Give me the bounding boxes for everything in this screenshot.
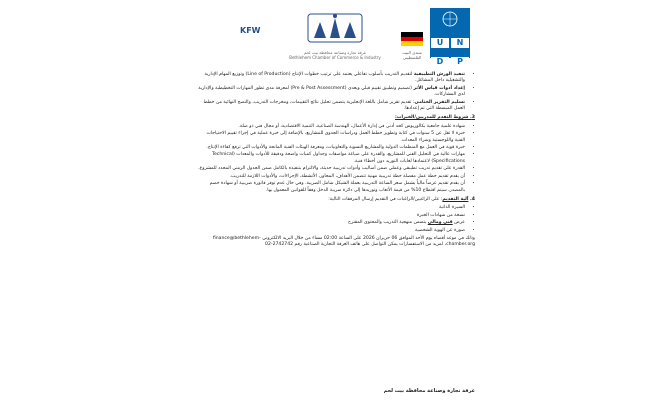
undp-letter: D bbox=[431, 57, 449, 67]
item-bold: فني ومالي bbox=[427, 220, 453, 226]
list-item: • أن يقدم تقديم خطة عمل مفصلة خطة تدريبية مهنية تتضمن الأهداف، المحاور، الأنشطة، الإجراءات، والأدوات اللازمة للتدريب. bbox=[195, 174, 465, 180]
closing-paragraph: وذلك في موعد أقصاه يوم الأحد الموافق 06 حزيران 2026 على الساعة 02:00 مساء من خلال البريد الالكتروني finance@bethlehem-chamber.org، لمزيد من الاستفسارات يمكن التواصل على هاتف الغرفة التجارية الصناعية رقم 2742742-02 bbox=[212, 235, 475, 248]
list-item bbox=[195, 220, 465, 226]
item-text: لتقديم التدريب بأسلوب تفاعلي يعتمد على ترتيب خطوات الإنتاج (Line of Production) وتوزيع المهام الإدارية والتشغيلية داخل المشاغل. bbox=[204, 72, 465, 84]
section-4-number: 4. bbox=[470, 196, 475, 202]
list-item bbox=[195, 100, 465, 113]
list-item: • صورة عن الهوية الشخصية bbox=[195, 228, 465, 234]
item-text: (تصميم وتطبيق تقييم قبلي وبعدي (Pre & Post Assessment) لمعرفة مدى تطور المهارات التخطيطية والإدارية لدى المشاركات. bbox=[198, 85, 465, 98]
item-prefix: عرض bbox=[452, 220, 465, 226]
kfw-logo: KFW bbox=[240, 26, 261, 35]
list-item: • خبرة قوية في العمل مع المنظمات الدولية والمشاريع النسوية والتعاونيات، ومعرفة الهيئات الفنية المانحة والأدوات التي ترفع كفاءة الإنتاج. bbox=[195, 145, 465, 151]
footer-signature: غرفة تجارة وصناعة محافظة بيت لحم bbox=[383, 388, 475, 394]
item-bold: تنفيذ الورش التطبيقية bbox=[413, 72, 465, 77]
list-item: • أن يقدم تقديم عرضاً مالياً يشمل سعر الساعة التدريبية بعملة الشيكل شامل الضريبة. وفي حال عدم توفر فاتورة ضريبية أو شهادة خصم بالمصدر، سيتم اقتطاع 10% من قيمة الأتعاب وتوريدها إلى دائرة ضريبة الدخل وفقاً للقوانين المعمول بها. bbox=[195, 181, 465, 194]
list-item: • خبرة لا تقل عن 5 سنوات في كتابة وتطوير خطط العمل ودراسات الجدوى للمشاريع، بالإضافة إلى خبرة عملية في إجراء تقييم الاحتياجات الفنية واللوجستية وشراء المعدات. bbox=[195, 131, 465, 144]
undp-letters bbox=[430, 30, 470, 68]
item-bold: تسليم التقرير الختامي bbox=[414, 99, 465, 105]
letterhead bbox=[0, 0, 670, 70]
section-3-title: 3. شروط التقدم للمدربين/الخبرات: bbox=[394, 115, 475, 121]
item-bold: إعداد أدوات قياس الأثر bbox=[413, 85, 465, 91]
list-item: • نسخة من شهادات الخبرة bbox=[195, 213, 465, 219]
document-body bbox=[195, 72, 475, 251]
list-item: • مهارات عالية في التحليل الفني للمشاريع، والقدرة على صياغة مواصفات وجداول كميات واضحة ودقيقة للأدوات والمعدات (Technical Specifications) لاعتمادها لغايات التوريد دون أخطاء فنية. bbox=[195, 152, 465, 165]
partner-logo-text: منتدى البيت الفلسطيني bbox=[402, 50, 422, 60]
tasks-list bbox=[195, 72, 475, 112]
undp-letter: U bbox=[431, 38, 449, 48]
chamber-name bbox=[280, 50, 390, 60]
requirements-list bbox=[195, 124, 475, 194]
un-globe-icon bbox=[438, 10, 462, 28]
list-item: • شهادة علمية جامعية بكالوريوس كحد أدنى في إدارة الأعمال، الهندسة الصناعية، التنمية الاقتصادية، أو مجال فني ذو صلة. bbox=[195, 124, 465, 130]
chamber-name-en: Bethlehem Chamber of Commerce & Industry bbox=[289, 55, 381, 60]
attachments-list bbox=[195, 205, 475, 234]
chamber-emblem-icon bbox=[300, 8, 370, 48]
item-text: يتضمن منهجية التدريب والمحتوى المقترح bbox=[347, 220, 428, 226]
section-4-description: : على الراغبين/الراغبات في التقديم إرسال المرفقات التالية: bbox=[328, 196, 443, 202]
list-item bbox=[195, 86, 465, 99]
chamber-name-ar: غرفة تجارة وصناعة محافظة بيت لحم bbox=[304, 50, 366, 55]
item-text: : تقديم تقرير شامل باللغة الإنجليزية يتضمن تحليل نتائج التقييمات، ومخرجات التدريب، والنصح النهائية من خطط العمل المبسطة التي تم إعدادها. bbox=[203, 99, 465, 112]
section-4-title bbox=[195, 197, 475, 203]
undp-letter: N bbox=[451, 38, 469, 48]
undp-letter: P bbox=[451, 57, 469, 67]
list-item bbox=[195, 72, 465, 85]
palestine-germany-flag-icon bbox=[401, 32, 423, 46]
list-item: • القدرة على تقديم تدريب تطبيقي وعملي ضمن أساليب وأدوات تدريبية حديثة، والالتزام بتنفيذه بالكامل ضمن الجدول الزمني المحدد للمشروع. bbox=[195, 166, 465, 172]
list-item: • السيرة الذاتية bbox=[195, 205, 465, 211]
section-4-heading: آلية التقديم bbox=[442, 196, 469, 202]
